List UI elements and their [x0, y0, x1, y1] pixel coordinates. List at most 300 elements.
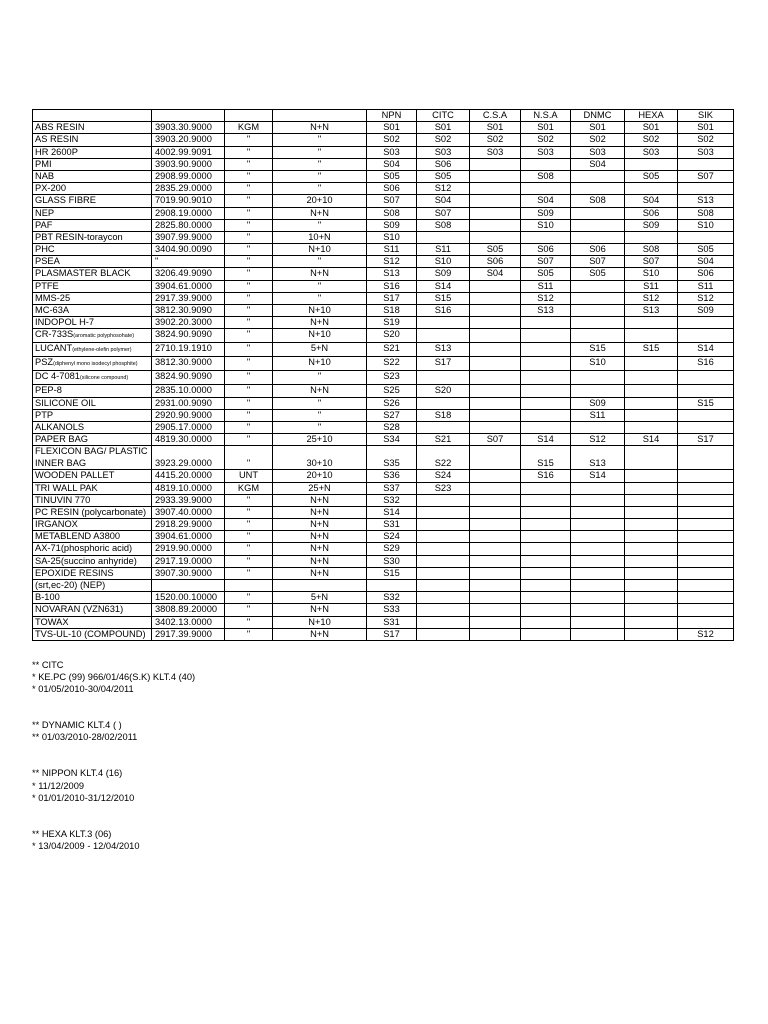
product-name-cell	[33, 506, 152, 518]
code-cell: S02	[367, 134, 417, 146]
product-name: PSZ	[35, 357, 54, 368]
code-cell	[417, 506, 470, 518]
code-cell	[625, 329, 678, 343]
code-cell	[470, 470, 521, 482]
unit-cell: "	[225, 421, 273, 433]
hs-code-cell: 3907.30.9000	[152, 567, 225, 579]
note-line: ** 01/03/2010-28/02/2011	[32, 732, 138, 743]
column-header	[225, 110, 273, 122]
product-name: MC-63A	[35, 305, 70, 315]
code-cell: S12	[678, 292, 734, 304]
table-row	[33, 519, 734, 531]
code-cell	[571, 183, 625, 195]
unit-cell: "	[225, 385, 273, 397]
rule-cell: N+N	[273, 317, 367, 329]
note-line: ** NIPPON KLT.4 (16)	[32, 768, 123, 779]
hs-code-cell: 4819.30.0000	[152, 434, 225, 446]
column-header	[152, 110, 225, 122]
table-row	[33, 195, 734, 207]
code-cell	[625, 385, 678, 397]
code-cell	[470, 170, 521, 182]
unit-cell: "	[225, 357, 273, 371]
code-cell: S02	[417, 134, 470, 146]
product-name: DC 4-7081	[35, 371, 80, 382]
code-cell	[470, 397, 521, 409]
product-name: CR-733S	[35, 329, 74, 340]
unit-cell: "	[225, 280, 273, 292]
product-name-cell	[33, 207, 152, 219]
product-name: (srt,ec-20) (NEP)	[35, 580, 106, 590]
code-cell	[678, 494, 734, 506]
code-cell: S15	[625, 343, 678, 357]
code-cell	[470, 604, 521, 616]
code-cell: S10	[678, 219, 734, 231]
code-cell: S25	[367, 385, 417, 397]
code-cell	[625, 446, 678, 470]
unit-cell: "	[225, 268, 273, 280]
rule-cell: 25+N	[273, 482, 367, 494]
code-cell: S06	[470, 256, 521, 268]
code-cell	[417, 555, 470, 567]
code-cell: S09	[521, 207, 571, 219]
code-cell	[678, 470, 734, 482]
rule-cell: 25+10	[273, 434, 367, 446]
code-cell	[571, 231, 625, 243]
code-cell	[625, 543, 678, 555]
code-cell	[678, 531, 734, 543]
code-cell: S13	[521, 305, 571, 317]
code-cell	[521, 531, 571, 543]
product-name: B-100	[35, 592, 60, 603]
code-cell	[625, 317, 678, 329]
code-cell: S11	[625, 280, 678, 292]
code-cell: S03	[417, 146, 470, 158]
code-cell	[417, 397, 470, 409]
code-cell: S08	[521, 170, 571, 182]
code-cell: S23	[367, 371, 417, 385]
code-cell: S01	[678, 122, 734, 134]
table-row	[33, 385, 734, 397]
code-cell	[417, 628, 470, 640]
code-cell: S01	[571, 122, 625, 134]
code-cell: S08	[678, 207, 734, 219]
product-name: ALKANOLS	[35, 421, 85, 432]
product-name: PBT RESIN-toraycon	[35, 231, 123, 242]
code-cell: S18	[367, 305, 417, 317]
hs-code-cell: 2710.19.1910	[152, 343, 225, 357]
code-cell	[521, 580, 571, 592]
note-block	[32, 828, 195, 852]
code-cell	[521, 506, 571, 518]
code-cell: S13	[417, 343, 470, 357]
unit-cell: UNT	[225, 470, 273, 482]
code-cell: S31	[367, 519, 417, 531]
table-row	[33, 592, 734, 604]
hs-code-cell: 3904.61.0000	[152, 280, 225, 292]
code-cell	[470, 231, 521, 243]
code-cell	[470, 628, 521, 640]
code-cell: S06	[625, 207, 678, 219]
unit-cell: "	[225, 244, 273, 256]
rule-cell: "	[273, 421, 367, 433]
code-cell	[521, 567, 571, 579]
code-cell: S12	[571, 434, 625, 446]
code-cell: S21	[417, 434, 470, 446]
code-cell: S02	[571, 134, 625, 146]
code-cell	[470, 482, 521, 494]
product-name-cell	[33, 580, 152, 592]
code-cell	[625, 482, 678, 494]
rule-cell: 5+N	[273, 592, 367, 604]
rule-cell: "	[273, 409, 367, 421]
code-cell: S16	[678, 357, 734, 371]
code-cell: S01	[521, 122, 571, 134]
code-cell	[571, 543, 625, 555]
hs-code-cell: 2933.39.9000	[152, 494, 225, 506]
code-cell	[470, 195, 521, 207]
column-header: N.S.A	[521, 110, 571, 122]
code-cell: S22	[417, 446, 470, 470]
code-cell: S20	[417, 385, 470, 397]
note-block	[32, 659, 195, 695]
code-cell	[521, 397, 571, 409]
code-cell	[521, 329, 571, 343]
rule-cell: N+N	[273, 207, 367, 219]
code-cell	[678, 616, 734, 628]
code-cell	[678, 158, 734, 170]
code-cell: S15	[571, 343, 625, 357]
code-cell	[470, 183, 521, 195]
hs-code-cell: 2835.10.0000	[152, 385, 225, 397]
rule-cell: "	[273, 158, 367, 170]
code-cell	[470, 446, 521, 470]
code-cell	[470, 543, 521, 555]
rule-cell: N+10	[273, 616, 367, 628]
product-name-cell	[33, 543, 152, 555]
code-cell: S09	[571, 397, 625, 409]
code-cell	[571, 506, 625, 518]
product-name: TOWAX	[35, 616, 69, 627]
product-name: TINUVIN 770	[35, 494, 91, 505]
hs-code-cell: 2835.29.0000	[152, 183, 225, 195]
code-cell	[571, 592, 625, 604]
hs-code-cell: 3903.30.9000	[152, 122, 225, 134]
code-cell: S05	[367, 170, 417, 182]
rule-cell: N+N	[273, 122, 367, 134]
code-cell	[521, 519, 571, 531]
hs-code-cell: 3808.89.20000	[152, 604, 225, 616]
table-row	[33, 146, 734, 158]
code-cell: S21	[367, 343, 417, 357]
code-cell: S02	[521, 134, 571, 146]
product-name-cell	[33, 231, 152, 243]
rule-cell: N+N	[273, 555, 367, 567]
table-row	[33, 170, 734, 182]
product-name: PHC	[35, 244, 55, 255]
code-cell	[625, 628, 678, 640]
product-name-cell	[33, 357, 152, 371]
table-row	[33, 604, 734, 616]
code-cell	[470, 531, 521, 543]
product-name-cell	[33, 170, 152, 182]
code-cell	[678, 421, 734, 433]
rule-cell: N+N	[273, 385, 367, 397]
note-line: ** HEXA KLT.3 (06)	[32, 828, 112, 839]
code-cell	[470, 371, 521, 385]
code-cell: S04	[417, 195, 470, 207]
code-cell: S04	[678, 256, 734, 268]
product-name: PX-200	[35, 183, 67, 194]
code-cell	[417, 543, 470, 555]
note-line: ** DYNAMIC KLT.4 ( )	[32, 720, 122, 731]
product-name-cell	[33, 256, 152, 268]
product-name-cell	[33, 244, 152, 256]
column-header: CITC	[417, 110, 470, 122]
code-cell: S15	[367, 567, 417, 579]
hs-code-cell: 2920.90.9000	[152, 409, 225, 421]
product-name: WOODEN PALLET	[35, 470, 115, 481]
table-row	[33, 371, 734, 385]
product-name-cell	[33, 592, 152, 604]
unit-cell: "	[225, 146, 273, 158]
product-name: ABS RESIN	[35, 122, 85, 133]
rule-cell: N+N	[273, 494, 367, 506]
table-row	[33, 482, 734, 494]
product-name: TVS-UL-10 (COMPOUND)	[35, 628, 146, 639]
rule-cell: N+10	[273, 329, 367, 343]
product-name: PLASMASTER BLACK	[35, 268, 131, 279]
table-row	[33, 122, 734, 134]
code-cell	[571, 371, 625, 385]
note-line: * 01/05/2010-30/04/2011	[32, 684, 134, 695]
code-cell: S07	[470, 434, 521, 446]
code-cell	[625, 506, 678, 518]
code-cell	[470, 494, 521, 506]
notes-section	[32, 659, 195, 876]
note-line: * 11/12/2009	[32, 780, 85, 791]
table-row	[33, 628, 734, 640]
code-cell: S33	[367, 604, 417, 616]
code-cell: S11	[571, 409, 625, 421]
unit-cell: "	[225, 170, 273, 182]
code-cell: S22	[367, 357, 417, 371]
product-name-cell	[33, 421, 152, 433]
product-name: NEP	[35, 207, 55, 218]
code-cell	[521, 317, 571, 329]
code-cell: S07	[417, 207, 470, 219]
product-name-cell	[33, 616, 152, 628]
rule-cell: "	[273, 292, 367, 304]
code-cell	[521, 616, 571, 628]
code-cell	[625, 357, 678, 371]
code-cell: S12	[417, 183, 470, 195]
code-cell	[625, 555, 678, 567]
code-cell: S24	[367, 531, 417, 543]
table-row	[33, 292, 734, 304]
table-row	[33, 329, 734, 343]
code-cell	[571, 385, 625, 397]
code-cell: S06	[521, 244, 571, 256]
code-cell: S14	[625, 434, 678, 446]
rule-cell: 5+N	[273, 343, 367, 357]
code-cell	[625, 421, 678, 433]
code-cell: S01	[417, 122, 470, 134]
code-cell	[417, 616, 470, 628]
hs-code-cell: 2919.90.0000	[152, 543, 225, 555]
code-cell	[521, 357, 571, 371]
code-cell	[571, 292, 625, 304]
code-cell: S08	[417, 219, 470, 231]
product-name: NOVARAN (VZN631)	[35, 604, 124, 615]
product-name: NAB	[35, 170, 55, 181]
code-cell: S12	[625, 292, 678, 304]
code-cell: S34	[367, 434, 417, 446]
rule-cell: 30+10	[273, 446, 367, 470]
hs-code-cell: 2905.17.0000	[152, 421, 225, 433]
code-cell	[571, 628, 625, 640]
product-name-cell	[33, 409, 152, 421]
rule-cell: "	[273, 280, 367, 292]
unit-cell: "	[225, 207, 273, 219]
rule-cell: "	[273, 397, 367, 409]
code-cell: S20	[367, 329, 417, 343]
code-cell: S24	[417, 470, 470, 482]
code-cell: S14	[521, 434, 571, 446]
code-cell: S13	[625, 305, 678, 317]
code-cell	[625, 470, 678, 482]
hs-code-cell: 2908.19.0000	[152, 207, 225, 219]
table-row	[33, 343, 734, 357]
code-cell: S05	[470, 244, 521, 256]
code-cell	[521, 385, 571, 397]
table-row	[33, 616, 734, 628]
hs-code-cell: 1520.00.10000	[152, 592, 225, 604]
hs-code-cell: 3902.20.3000	[152, 317, 225, 329]
table-row	[33, 470, 734, 482]
code-cell	[417, 531, 470, 543]
code-cell	[470, 317, 521, 329]
code-cell	[521, 158, 571, 170]
code-cell	[470, 158, 521, 170]
rule-cell: "	[273, 183, 367, 195]
code-cell	[367, 580, 417, 592]
code-cell	[571, 531, 625, 543]
code-cell: S05	[571, 268, 625, 280]
code-cell	[625, 371, 678, 385]
product-description: (silicone compound)	[79, 375, 129, 382]
product-name-cell	[33, 329, 152, 343]
unit-cell: "	[225, 219, 273, 231]
table-row	[33, 494, 734, 506]
code-cell: S30	[367, 555, 417, 567]
unit-cell: "	[225, 494, 273, 506]
code-cell	[678, 385, 734, 397]
unit-cell: "	[225, 371, 273, 385]
code-cell	[625, 397, 678, 409]
unit-cell: "	[225, 183, 273, 195]
code-cell	[521, 371, 571, 385]
product-code-table	[32, 109, 734, 641]
code-cell	[470, 580, 521, 592]
product-name-cell	[33, 555, 152, 567]
hs-code-cell: 3923.29.0000	[152, 446, 225, 470]
code-cell	[571, 519, 625, 531]
code-cell: S06	[367, 183, 417, 195]
product-name: EPOXIDE RESINS	[35, 567, 114, 578]
code-cell: S06	[678, 268, 734, 280]
product-name-cell	[33, 305, 152, 317]
table-row	[33, 434, 734, 446]
code-cell: S10	[417, 256, 470, 268]
code-cell	[417, 371, 470, 385]
code-cell: S05	[678, 244, 734, 256]
note-line: ** CITC	[32, 660, 64, 670]
code-cell	[625, 409, 678, 421]
product-name: LUCANT	[35, 343, 73, 354]
code-cell	[470, 385, 521, 397]
code-cell	[470, 343, 521, 357]
code-cell: S14	[571, 470, 625, 482]
table-row	[33, 409, 734, 421]
code-cell: S12	[367, 256, 417, 268]
code-cell	[417, 592, 470, 604]
code-cell	[417, 580, 470, 592]
rule-cell: N+N	[273, 628, 367, 640]
code-cell	[678, 604, 734, 616]
code-cell	[470, 519, 521, 531]
rule-cell: N+10	[273, 244, 367, 256]
hs-code-cell: 2931.00.9090	[152, 397, 225, 409]
hs-code-cell: 3206.49.9090	[152, 268, 225, 280]
code-cell: S10	[625, 268, 678, 280]
unit-cell: "	[225, 604, 273, 616]
code-cell	[678, 446, 734, 470]
product-name: IRGANOX	[35, 519, 78, 530]
code-cell	[625, 604, 678, 616]
code-cell	[571, 567, 625, 579]
code-cell	[625, 519, 678, 531]
code-cell: S05	[521, 268, 571, 280]
code-cell	[571, 219, 625, 231]
note-line: * KE.PC (99) 966/01/46(S.K) KLT.4 (40)	[32, 672, 196, 683]
code-cell	[470, 280, 521, 292]
code-cell: S11	[521, 280, 571, 292]
code-cell: S05	[417, 170, 470, 182]
code-cell	[521, 604, 571, 616]
code-cell: S17	[417, 357, 470, 371]
code-cell: S23	[417, 482, 470, 494]
code-cell: S36	[367, 470, 417, 482]
code-cell: S02	[678, 134, 734, 146]
code-cell: S16	[521, 470, 571, 482]
column-header	[273, 110, 367, 122]
code-cell	[521, 343, 571, 357]
code-cell	[678, 371, 734, 385]
code-cell: S05	[625, 170, 678, 182]
hs-code-cell: 3907.40.0000	[152, 506, 225, 518]
product-name: SILICONE OIL	[35, 397, 96, 408]
hs-code-cell: 2908.99.0000	[152, 170, 225, 182]
rule-cell: N+N	[273, 531, 367, 543]
code-cell: S01	[625, 122, 678, 134]
code-cell: S09	[367, 219, 417, 231]
unit-cell: "	[225, 519, 273, 531]
unit-cell: "	[225, 506, 273, 518]
code-cell	[625, 580, 678, 592]
product-name: AS RESIN	[35, 134, 79, 145]
rule-cell: "	[273, 170, 367, 182]
code-cell	[521, 628, 571, 640]
